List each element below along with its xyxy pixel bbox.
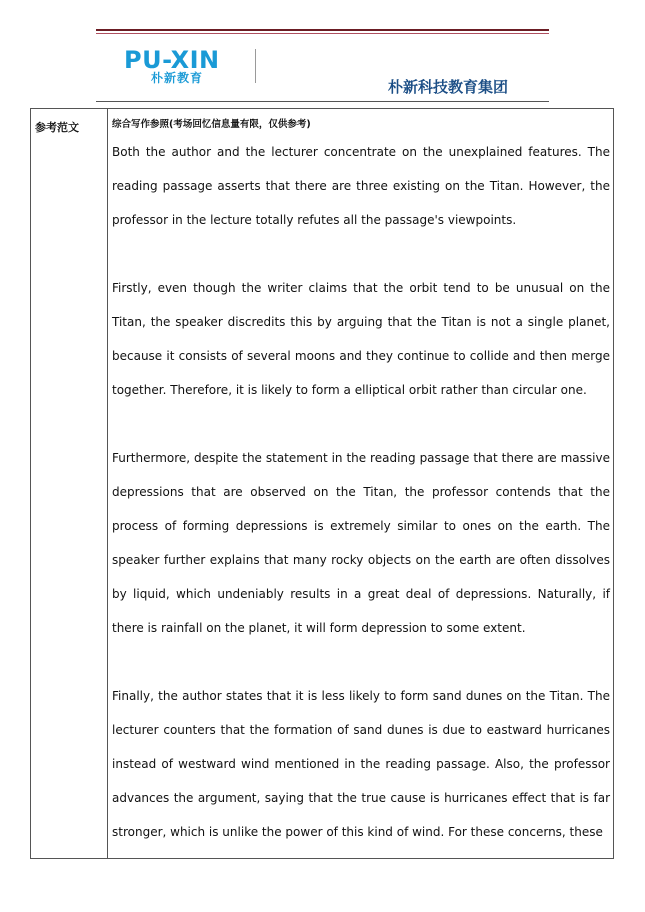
- organization-name: 朴新科技教育集团: [388, 78, 509, 96]
- essay-content: [112, 117, 610, 849]
- essay-paragraph-second: Furthermore, despite the statement in the reading passage that there are massive depressions that are observed on the Titan, the professor contends that the process of forming depressions is extremely similar to ones on the earth. The speaker further explains that many rocky objects on the earth are often dissolves by liquid, which undeniably results in a great deal of depressions. Naturally, if there is rainfall on the planet, it will form depression to some extent.: [112, 451, 610, 635]
- puxin-logo: [124, 46, 264, 86]
- essay-paragraph-third: Finally, the author states that it is less likely to form sand dunes on the Titan. The lecturer counters that the formation of sand dunes is due to eastward hurricanes instead of westward wind mentioned in the reading passage. Also, the professor advances the argument, saying that the true cause is hurricanes effect that is far stronger, which is unlike the power of this kind of wind. For these concerns, these: [112, 689, 610, 839]
- table-column-divider: [107, 109, 108, 858]
- essay-paragraph-intro: Both the author and the lecturer concentrate on the unexplained features. The reading passage asserts that there are three existing on the Titan. However, the professor in the lecture totally refutes all the passage's viewpoints.: [112, 145, 610, 227]
- essay-table: [30, 108, 614, 859]
- paragraph-gap: [112, 237, 610, 271]
- logo-divider: [255, 49, 256, 83]
- paragraph-gap: [112, 407, 610, 441]
- header-bottom-rule: [96, 101, 549, 102]
- logo-wordmark: PU-XIN: [124, 46, 220, 74]
- essay-subtitle: 综合写作参照(考场回忆信息量有限，仅供参考): [112, 119, 311, 130]
- essay-paragraph-first: Firstly, even though the writer claims that the orbit tend to be unusual on the Titan, the speaker discredits this by arguing that the Titan is not a single planet, because it consists of several moons and they continue to collide and then merge together. Therefore, it is likely to form a elliptical orbit rather than circular one.: [112, 281, 610, 397]
- logo-subtext: 朴新教育: [151, 71, 204, 85]
- header-top-rule: [96, 29, 549, 31]
- header-top-thin-rule: [96, 33, 549, 34]
- row-label: 参考范文: [35, 121, 79, 134]
- paragraph-gap: [112, 645, 610, 679]
